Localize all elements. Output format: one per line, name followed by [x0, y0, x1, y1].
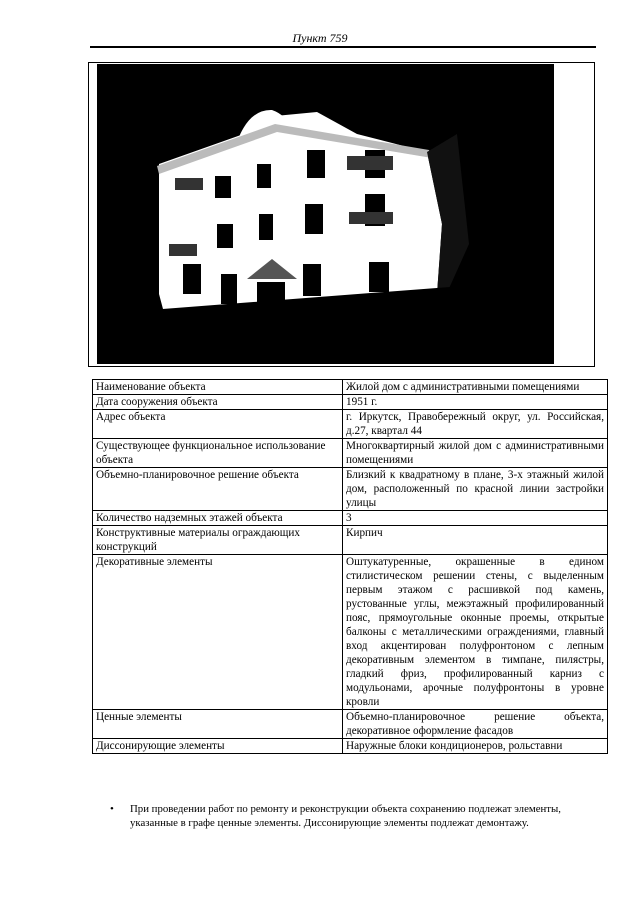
row-value: Близкий к квадратному в плане, 3-х этажный жилой дом, расположенный по красной линии застройки улицы: [343, 468, 608, 511]
table-row: [93, 526, 608, 555]
row-label: Ценные элементы: [93, 710, 343, 739]
table-row: [93, 410, 608, 439]
row-value: Наружные блоки кондиционеров, рольставни: [343, 739, 608, 754]
table-row: [93, 468, 608, 511]
row-value: Оштукатуренные, окрашенные в едином стилистическом решении стены, с выделенным первым этажом с расшивкой под камень, рустованные углы, межэтажный профилированный пояс, прямоугольные оконные проемы, открытые балконы с металлическими ограждениями, главный вход акцентирован полуфронтоном с лепным декоративным элементом в тимпане, пилястры, гладкий фриз, профилированный карниз с модульонами, арочные полуфронтоны в уровне кровли: [343, 555, 608, 710]
row-value: 3: [343, 511, 608, 526]
row-value: Жилой дом с административными помещениями: [343, 380, 608, 395]
row-value: 1951 г.: [343, 395, 608, 410]
table-row: [93, 511, 608, 526]
row-label: Объемно-планировочное решение объекта: [93, 468, 343, 511]
row-label: Диссонирующие элементы: [93, 739, 343, 754]
row-label: Адрес объекта: [93, 410, 343, 439]
building-photo: [97, 64, 554, 364]
row-value: г. Иркутск, Правобережный округ, ул. Российская, д.27, квартал 44: [343, 410, 608, 439]
table-row: [93, 710, 608, 739]
preservation-note: [110, 802, 580, 830]
note-text: При проведении работ по ремонту и реконструкции объекта сохранению подлежат элементы, указанные в графе ценные элементы. Диссонирующие элементы подлежат демонтажу.: [130, 803, 561, 829]
building-photo-drawing: [97, 64, 554, 364]
table-row: [93, 395, 608, 410]
table-row: [93, 380, 608, 395]
row-label: Наименование объекта: [93, 380, 343, 395]
page-title: Пункт 759: [292, 31, 348, 45]
header-divider: [90, 46, 596, 48]
table-row: [93, 439, 608, 468]
row-label: Существующее функциональное использование объекта: [93, 439, 343, 468]
row-label: Количество надземных этажей объекта: [93, 511, 343, 526]
object-properties-table: [92, 379, 608, 754]
table-row: [93, 555, 608, 710]
bullet-icon: •: [110, 803, 114, 815]
row-value: Кирпич: [343, 526, 608, 555]
row-label: Дата сооружения объекта: [93, 395, 343, 410]
row-value: Многоквартирный жилой дом с административными помещениями: [343, 439, 608, 468]
row-label: Декоративные элементы: [93, 555, 343, 710]
row-label: Конструктивные материалы ограждающих конструкций: [93, 526, 343, 555]
table-row: [93, 739, 608, 754]
row-value: Объемно-планировочное решение объекта, декоративное оформление фасадов: [343, 710, 608, 739]
